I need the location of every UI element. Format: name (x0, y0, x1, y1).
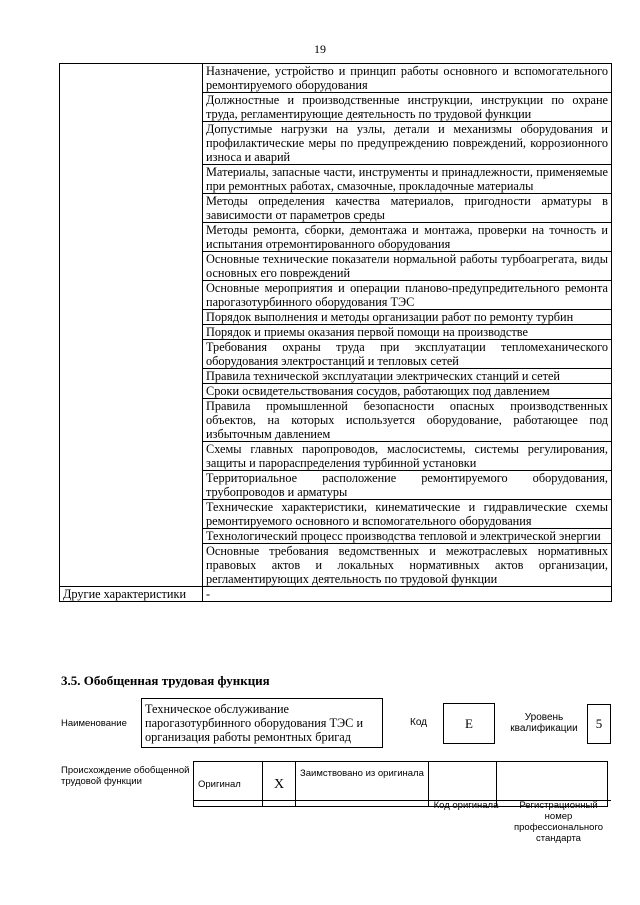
origin-code-caption: Код оригинала (433, 800, 499, 811)
required-knowledge-label-cell (60, 64, 203, 587)
requirement-item: Методы ремонта, сборки, демонтажа и монтажа, проверки на точность и испытания отремонтированного оборудования (203, 223, 612, 252)
requirement-item: Требования охраны труда при эксплуатации тепломеханического оборудования электростанций и тепловых сетей (203, 340, 612, 369)
function-name-box: Техническое обслуживание парогазотурбинного оборудования ТЭС и организация работы ремонтных бригад (141, 698, 383, 748)
requirement-item: Правила технической эксплуатации электрических станций и сетей (203, 369, 612, 384)
other-characteristics-label: Другие характеристики (60, 587, 203, 602)
level-label: Уровень квалификации (510, 712, 578, 734)
requirement-item: Сроки освидетельствования сосудов, работающих под давлением (203, 384, 612, 399)
original-label: Оригинал (194, 762, 263, 807)
requirement-item: Основные требования ведомственных и межотраслевых нормативных правовых актов и локальных нормативных актов организации, регламентирующих деятельность по трудовой функции (203, 544, 612, 587)
original-mark: X (263, 762, 296, 807)
requirement-item: Методы определения качества материалов, пригодности арматуры в зависимости от параметров среды (203, 194, 612, 223)
code-label: Код (410, 717, 428, 728)
requirement-item: Основные технические показатели нормальной работы турбоагрегата, виды основных его повреждений (203, 252, 612, 281)
name-label: Наименование (61, 718, 127, 729)
requirement-item: Материалы, запасные части, инструменты и принадлежности, применяемые при ремонтных работах, смазочные, прокладочные материалы (203, 165, 612, 194)
borrowed-label: Заимствовано из оригинала (296, 762, 429, 807)
other-characteristics-row (60, 587, 612, 602)
requirement-item: Назначение, устройство и принцип работы основного и вспомогательного ремонтируемого оборудования (203, 64, 612, 93)
requirements-table (59, 63, 612, 602)
requirement-item: Схемы главных паропроводов, маслосистемы, системы регулирования, защиты и парораспределения турбинной установки (203, 442, 612, 471)
requirement-item: Технологический процесс производства тепловой и электрической энергии (203, 529, 612, 544)
requirement-item: Технические характеристики, кинематические и гидравлические схемы ремонтируемого основного и вспомогательного оборудования (203, 500, 612, 529)
other-characteristics-value: - (203, 587, 612, 602)
requirement-item: Должностные и производственные инструкции, инструкции по охране труда, регламентирующие деятельность по трудовой функции (203, 93, 612, 122)
origin-label: Происхождение обобщенной трудовой функции (61, 765, 190, 787)
page-number: 19 (314, 42, 326, 56)
requirement-item: Правила промышленной безопасности опасных производственных объектов, на которых используется оборудование, работающее под избыточным давлением (203, 399, 612, 442)
requirement-item: Порядок выполнения и методы организации работ по ремонту турбин (203, 310, 612, 325)
code-value-box: E (443, 703, 495, 744)
requirement-item: Основные мероприятия и операции планово-предупредительного ремонта парогазотурбинного оборудования ТЭС (203, 281, 612, 310)
requirement-row (60, 64, 612, 93)
requirement-item: Порядок и приемы оказания первой помощи на производстве (203, 325, 612, 340)
requirement-item: Территориальное расположение ремонтируемого оборудования, трубопроводов и арматуры (203, 471, 612, 500)
requirement-item: Допустимые нагрузки на узлы, детали и механизмы оборудования и профилактические меры по предупреждению повреждений, коррозионного износа и аварий (203, 122, 612, 165)
level-value-box: 5 (587, 704, 611, 744)
reg-number-caption: Регистрационный номер профессионального стандарта (514, 800, 603, 844)
section-title: 3.5. Обобщенная трудовая функция (61, 673, 270, 688)
